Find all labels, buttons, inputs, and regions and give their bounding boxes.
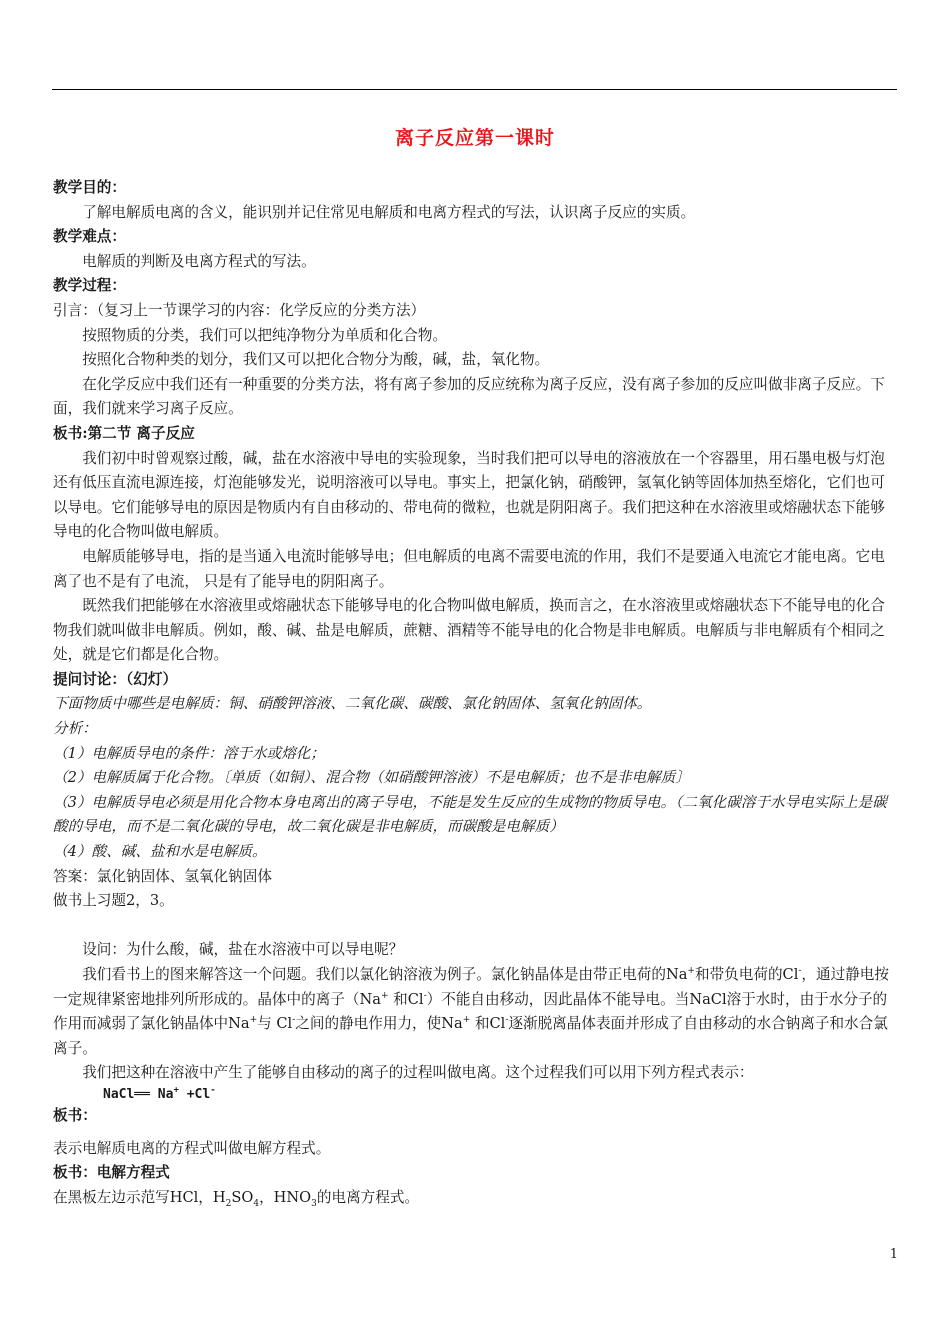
board-heading: 板书：电解方程式 <box>53 1164 170 1182</box>
goal-text: 了解电解质电离的含义，能识别并记住常见电解质和电离方程式的写法，认识离子反应的实质。 <box>82 203 696 221</box>
paragraph: 在化学反应中我们还有一种重要的分类方法，将有离子参加的反应统称为离子反应，没有离子参加的反应叫做非离子反应。下面，我们就来学习离子反应。 <box>53 375 885 418</box>
document-title: 离子反应第一课时 <box>394 127 555 149</box>
difficulty-heading: 教学难点： <box>53 228 126 246</box>
board-heading: 板书： <box>53 1106 97 1124</box>
spacer <box>53 914 898 939</box>
homework-line: 做书上习题2，3。 <box>53 892 174 910</box>
analysis-item: （3）电解质导电必须是用化合物本身电离出的离子导电，不能是发生反应的生成物的物质导电。（二氧化碳溶于水导电实际上是碳酸的导电，而不是二氧化碳的导电，故二氧化碳是非电解质，而碳酸是电解质） <box>53 793 887 836</box>
discussion-question: 下面物质中哪些是电解质：铜、硝酸钾溶液、二氧化碳、碳酸、氯化钠固体、氢氧化钠固体。 <box>53 695 652 713</box>
paragraph: 表示电解质电离的方程式叫做电解方程式。 <box>53 1139 331 1157</box>
ionization-formula: NaCl══ Na+ +Cl- <box>103 1085 216 1102</box>
paragraph: 按照化合物种类的划分，我们又可以把化合物分为酸，碱，盐，氧化物。 <box>82 351 550 369</box>
board-heading: 板书:第二节 离子反应 <box>53 424 195 442</box>
header-rule <box>52 89 897 90</box>
process-heading: 教学过程： <box>53 277 126 295</box>
analysis-item: （2）电解质属于化合物。〔单质（如铜）、混合物（如硝酸钾溶液）不是电解质；也不是非电解质〕 <box>53 769 690 787</box>
paragraph: 我们把这种在溶液中产生了能够自由移动的离子的过程叫做电离。这个过程我们可以用下列方程式表示： <box>82 1064 754 1082</box>
difficulty-text: 电解质的判断及电离方程式的写法。 <box>82 252 316 270</box>
paragraph: 既然我们把能够在水溶液里或熔融状态下能够导电的化合物叫做电解质，换而言之，在水溶液里或熔融状态下不能导电的化合物我们就叫做非电解质。例如，酸、碱、盐是电解质，蔗糖、酒精等不能导电的化合物是非电解质。电解质与非电解质有个相同之处，就是它们都是化合物。 <box>53 597 885 664</box>
spacer <box>53 1129 898 1137</box>
paragraph: 按照物质的分类，我们可以把纯净物分为单质和化合物。 <box>82 326 448 344</box>
paragraph: 在黑板左边示范写HCl，$H_2SO_4$，$HNO_3$的电离方程式。 <box>53 1188 420 1209</box>
page-number: 1 <box>889 1247 898 1262</box>
paragraph: 我们初中时曾观察过酸，碱，盐在水溶液中导电的实验现象，当时我们把可以导电的溶液放在一个容器里，用石墨电极与灯泡还有低压直流电源连接，灯泡能够发光，说明溶液可以导电。事实上，把氯化钠，硝酸钾，氢氧化钠等固体加热至熔化，它们也可以导电。它们能够导电的原因是物质内有自由移动的、带电荷的微粒，也就是阴阳离子。我们把这种在水溶液里或熔融状态下能够导电的化合物叫做电解质。 <box>53 449 885 541</box>
goal-heading: 教学目的： <box>53 179 126 196</box>
document-body <box>53 176 898 1210</box>
answer-line: 答案：氯化钠固体、氢氧化钠固体 <box>53 867 272 885</box>
paragraph: 电解质能够导电，指的是当通入电流时能够导电；但电解质的电离不需要电流的作用，我们不是要通入电流它才能电离。它电离了也不是有了电流， 只是有了能导电的阴阳离子。 <box>53 547 885 590</box>
analysis-item: （4）酸、碱、盐和水是电解质。 <box>53 843 267 861</box>
analysis-label: 分析： <box>53 720 97 738</box>
paragraph: 我们看书上的图来解答这一个问题。我们以氯化钠溶液为例子。氯化钠晶体是由带正电荷的Na+和带负电荷的Cl-，通过静电按一定规律紧密地排列所形成的。晶体中的离子（Na+ 和Cl-）不能自由移动，因此晶体不能导电。当NaCl溶于水时，由于水分子的作用而减弱了氯化钠晶体中Na+与 Cl-之间的静电作用力，使Na+ 和Cl-逐渐脱离晶体表面并形成了自由移动的水合钠离子和水合氯离子。 <box>53 966 889 1057</box>
intro-paragraph: 引言：（复习上一节课学习的内容：化学反应的分类方法） <box>53 301 426 319</box>
question-line: 设问：为什么酸，碱，盐在水溶液中可以导电呢？ <box>82 941 404 959</box>
analysis-item: （1）电解质导电的条件：溶于水或熔化； <box>53 744 325 762</box>
discussion-heading: 提问讨论：（幻灯） <box>53 670 178 688</box>
